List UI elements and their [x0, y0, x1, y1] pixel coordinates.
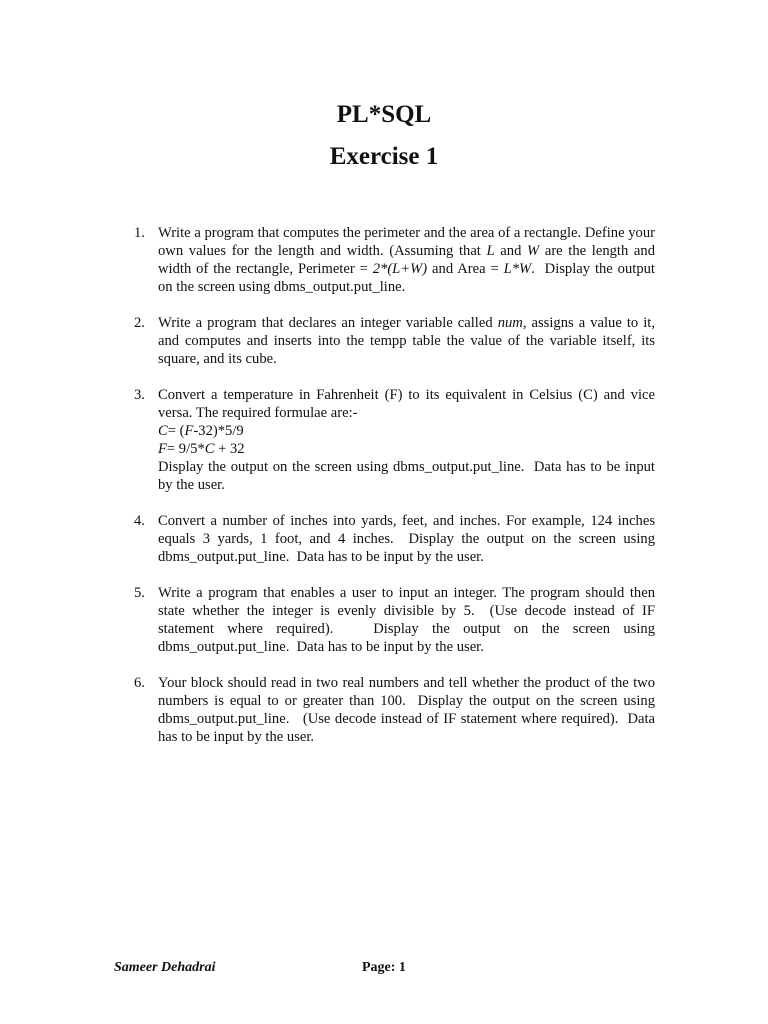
exercise-text: Write a program that computes the perimeter and the area of a rectangle. Define your own values for the length and width. (Assuming that L and W are the length and width of the rectangle, Perimeter = 2*(L+W) and Area = L*W. Display the output on the screen using dbms_output.put_line.: [158, 225, 655, 295]
exercise-number: 2.: [134, 315, 145, 331]
exercise-item: [134, 386, 655, 494]
exercise-number: 6.: [134, 675, 145, 691]
exercise-item: [134, 674, 655, 746]
exercise-text: Write a program that declares an integer variable called num, assigns a value to it, and computes and inserts into the tempp table the value of the variable itself, its square, and its cube.: [158, 315, 656, 367]
exercise-item: [134, 314, 656, 368]
exercise-item: [134, 584, 655, 656]
exercise-text: Convert a number of inches into yards, feet, and inches. For example, 124 inches equals 3 yards, 1 foot, and 4 inches. Display the output on the screen using dbms_output.put_line. Data has to be input by the user.: [158, 513, 655, 565]
exercise-number: 1.: [134, 225, 145, 241]
footer-author: Sameer Dehadrai: [114, 960, 216, 975]
exercise-item: [134, 224, 655, 296]
exercise-number: 3.: [134, 387, 145, 403]
document-title: PL*SQL: [336, 101, 432, 128]
exercise-number: 5.: [134, 585, 145, 601]
exercise-number: 4.: [134, 513, 145, 529]
exercise-text: Convert a temperature in Fahrenheit (F) to its equivalent in Celsius (C) and vice versa. The required formulae are:- C= (F-32)*5/9 F= 9/5*C + 32 Display the output on the screen using dbms_output.put_line. Data has to be input by the user.: [158, 387, 655, 493]
document-subtitle: Exercise 1: [329, 143, 439, 170]
footer-page-number: Page: 1: [362, 960, 406, 975]
exercise-list: [0, 224, 768, 764]
exercise-text: Write a program that enables a user to input an integer. The program should then state whether the integer is evenly divisible by 5. (Use decode instead of IF statement where required). Display the output on the screen using dbms_output.put_line. Data has to be input by the user.: [158, 585, 655, 655]
exercise-text: Your block should read in two real numbers and tell whether the product of the two numbers is equal to or greater than 100. Display the output on the screen using dbms_output.put_line. (Use decode instead of IF statement where required). Data has to be input by the user.: [158, 675, 655, 745]
exercise-item: [134, 512, 655, 566]
